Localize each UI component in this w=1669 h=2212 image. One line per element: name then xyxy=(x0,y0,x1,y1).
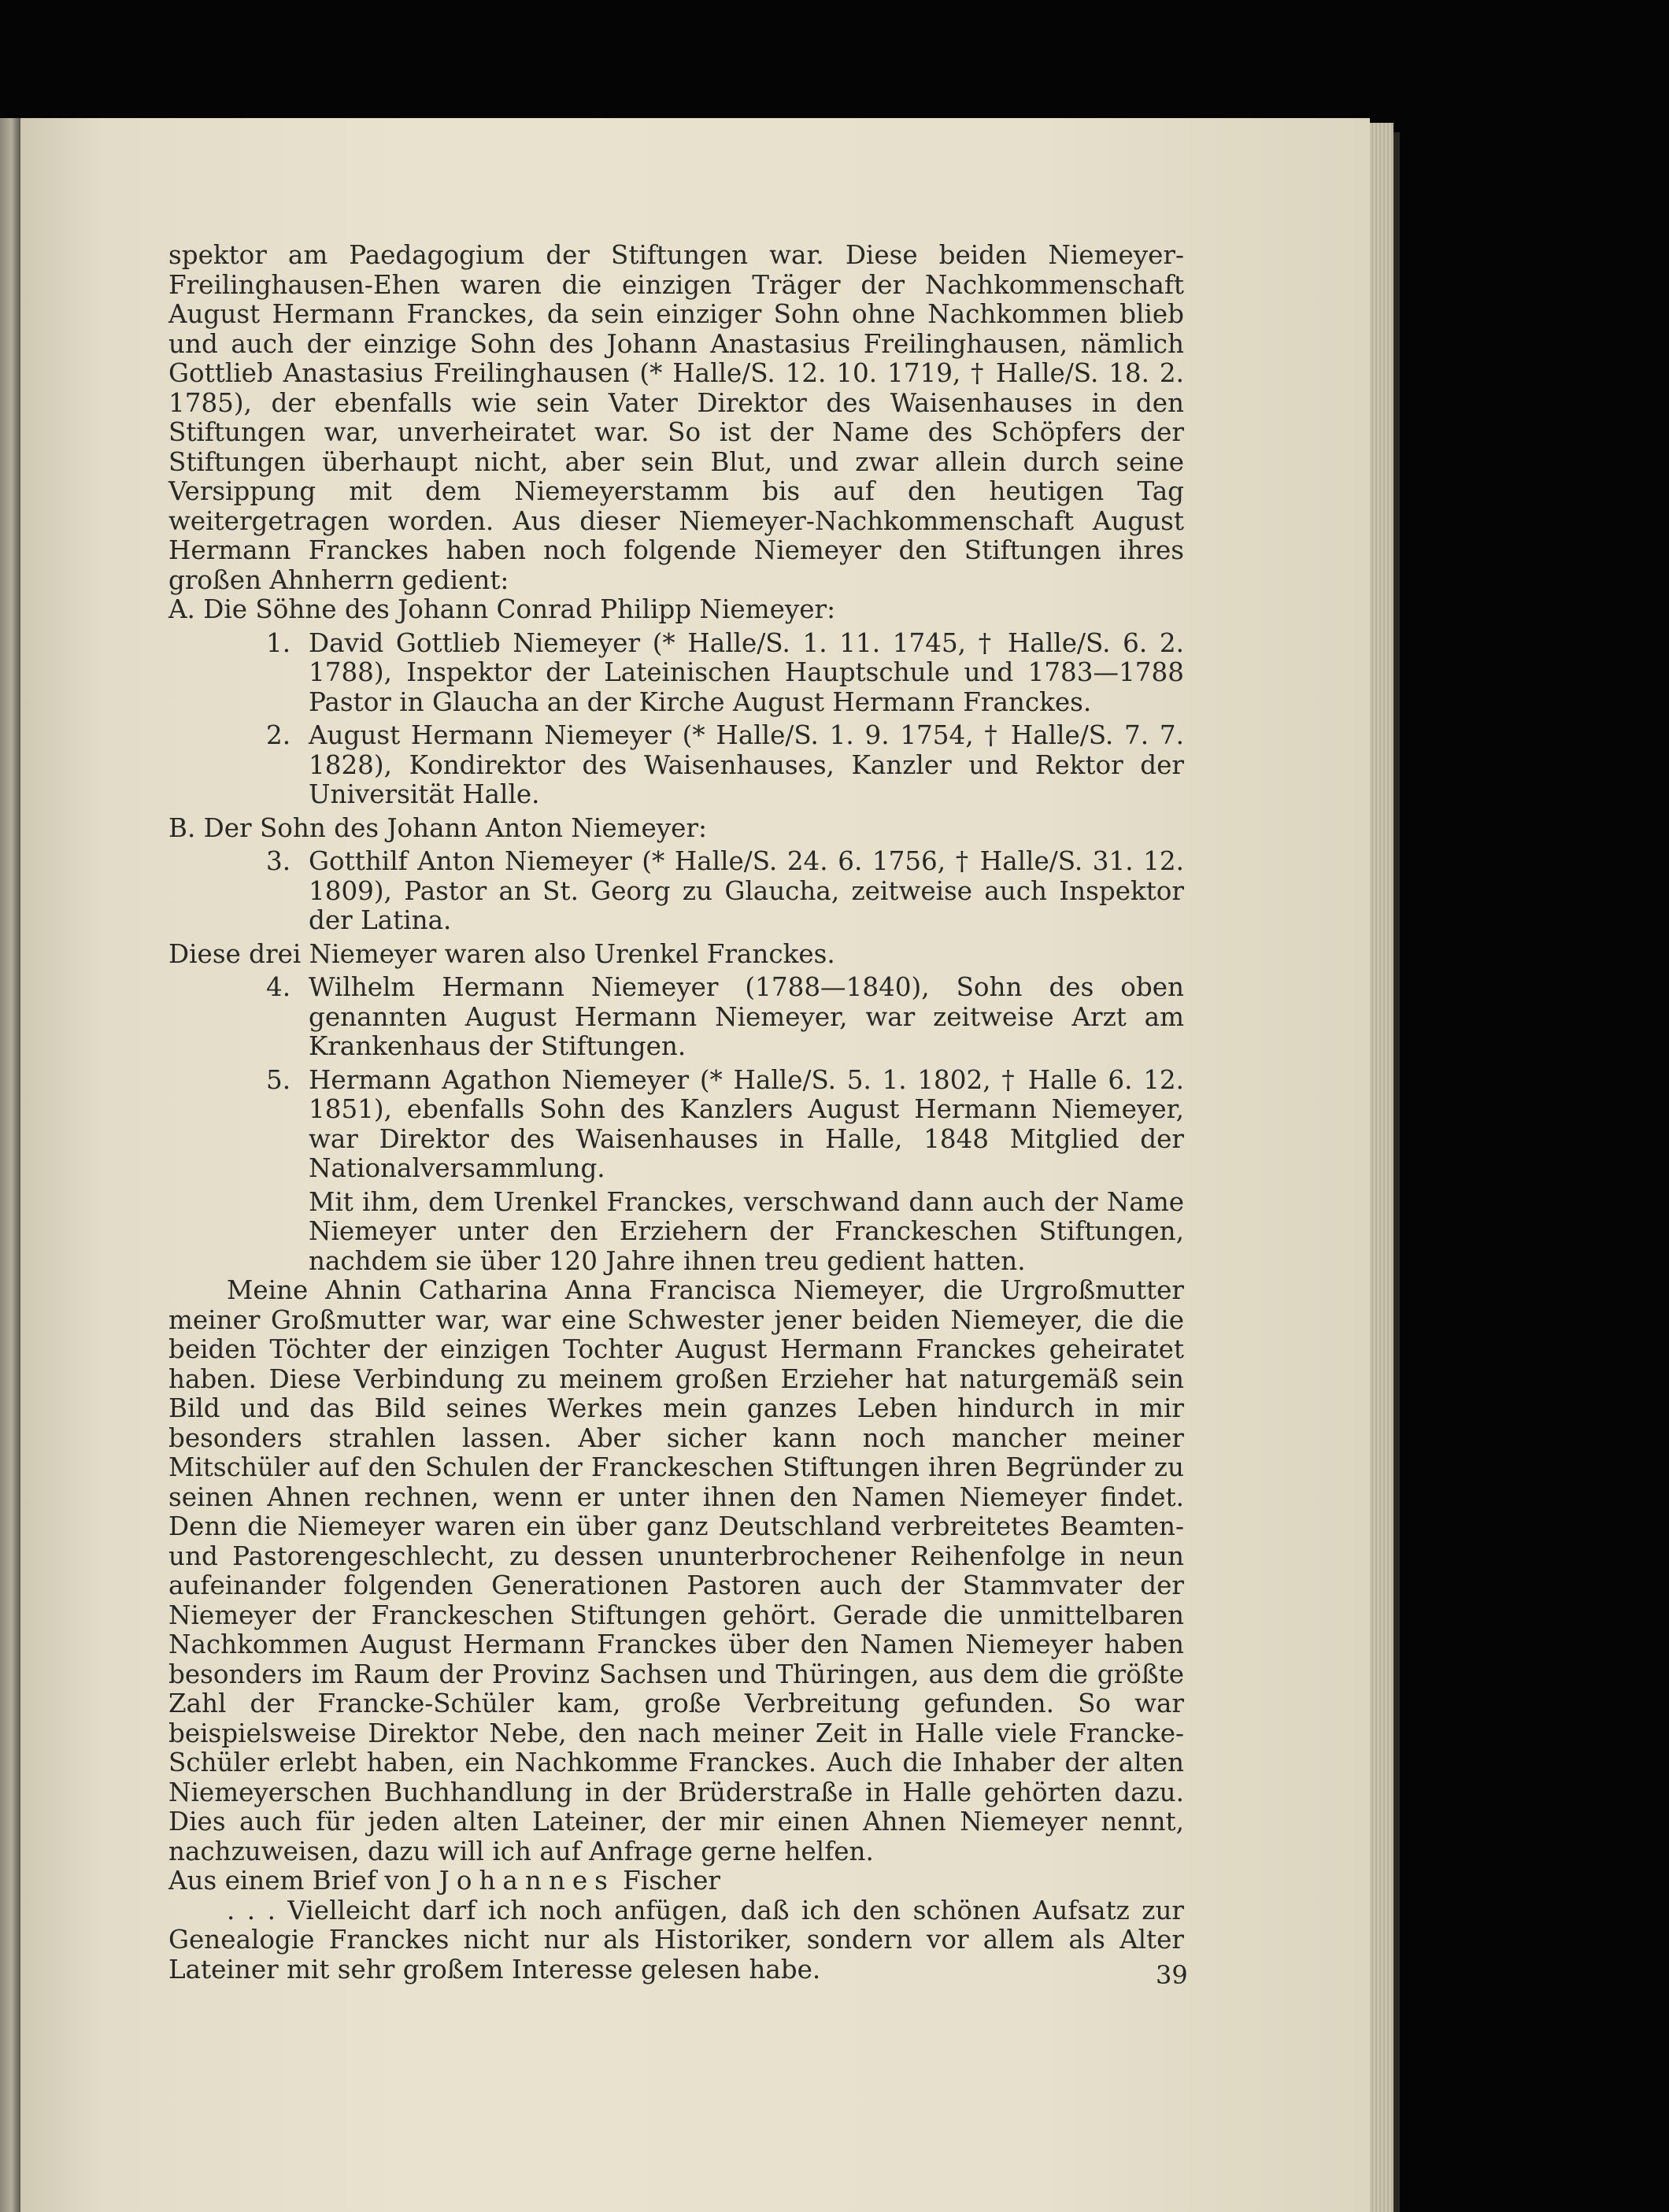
list-item xyxy=(168,973,1184,1062)
list-number: 3. xyxy=(266,846,291,876)
section-c-list xyxy=(168,973,1184,1184)
section-a-heading: A. Die Söhne des Johann Conrad Philipp Niemeyer: xyxy=(168,594,836,624)
letter-heading-last-name: Fischer xyxy=(614,1866,721,1896)
list-text: Wilhelm Hermann Niemeyer (1788—1840), Sohn des oben genannten August Hermann Niemeyer, war zeitweise Arzt am Krankenhaus der Stiftungen. xyxy=(309,972,1184,1061)
paragraph-intro: spektor am Paedagogium der Stiftungen war. Diese beiden Niemeyer-Freilinghausen-Ehen waren die einzigen Träger der Nachkommenschaft August Hermann Franckes, da sein einziger Sohn ohne Nachkommen blieb und auch der einzige Sohn des Johann Anastasius Freilinghausen, nämlich Gottlieb Anastasius Freilinghausen (* Halle/S. 12. 10. 1719, † Halle/S. 18. 2. 1785), der ebenfalls wie sein Vater Direktor des Waisenhauses in den Stiftungen war, unverheiratet war. So ist der Name des Schöpfers der Stiftungen überhaupt nicht, aber sein Blut, und zwar allein durch seine Versippung mit dem Niemeyerstamm bis auf den heutigen Tag weitergetragen worden. Aus dieser Niemeyer-Nachkommenschaft August Hermann Franckes haben noch folgende Niemeyer den Stiftungen ihres großen Ahnherrn gedient: xyxy=(168,240,1184,595)
list-number: 5. xyxy=(266,1064,291,1095)
list-item xyxy=(168,1066,1184,1184)
paragraph-main: Meine Ahnin Catharina Anna Francisca Niemeyer, die Urgroßmutter meiner Großmutter war, war eine Schwester jener beiden Niemeyer, die die beiden Töchter der einzigen Tochter August Hermann Franckes geheiratet haben. Diese Verbindung zu meinem großen Erzieher hat naturgemäß sein Bild und das Bild seines Werkes mein ganzes Leben hindurch in mir besonders strahlen lassen. Aber sicher kann noch mancher meiner Mitschüler auf den Schulen der Franckeschen Stiftungen ihren Begründer zu seinen Ahnen rechnen, wenn er unter ihnen den Namen Niemeyer findet. Denn die Niemeyer waren ein über ganz Deutschland verbreitetes Beamten- und Pastorengeschlecht, zu dessen ununterbrochener Reihenfolge in neun aufeinander folgenden Generationen Pastoren auch der Stammvater der Niemeyer der Franckeschen Stiftungen gehört. Gerade die unmittelbaren Nachkommen August Hermann Franckes über den Namen Niemeyer haben besonders im Raum der Provinz Sachsen und Thüringen, aus dem die größte Zahl der Francke-Schüler kam, große Verbreitung gefunden. So war beispielsweise Direktor Nebe, den nach meiner Zeit in Halle viele Francke-Schüler erlebt haben, ein Nachkomme Franckes. Auch die Inhaber der alten Niemeyerschen Buchhandlung in der Brüderstraße in Halle gehörten dazu. Dies auch für jeden alten Lateiner, der mir einen Ahnen Niemeyer nennt, nachzuweisen, dazu will ich auf Anfrage gerne helfen. xyxy=(168,1275,1184,1866)
previous-page-edge xyxy=(0,118,20,2212)
item5-note: Mit ihm, dem Urenkel Franckes, verschwand dann auch der Name Niemeyer unter den Erziehern der Franckeschen Stiftungen, nachdem sie über 120 Jahre ihnen treu gedient hatten. xyxy=(309,1186,1184,1276)
interlude-line: Diese drei Niemeyer waren also Urenkel Franckes. xyxy=(168,938,835,969)
page-stack-shadow xyxy=(1393,132,1400,2212)
section-a-list xyxy=(168,629,1184,810)
list-text: August Hermann Niemeyer (* Halle/S. 1. 9. 1754, † Halle/S. 7. 7. 1828), Kondirektor des Waisenhauses, Kanzler und Rektor der Universität Halle. xyxy=(309,720,1184,809)
list-item xyxy=(168,847,1184,936)
list-item xyxy=(168,629,1184,718)
letter-heading-first-name: Johannes xyxy=(439,1866,615,1896)
page-stack-edge xyxy=(1370,123,1393,2212)
list-number: 1. xyxy=(266,627,291,658)
section-b-list xyxy=(168,847,1184,936)
list-text: Gotthilf Anton Niemeyer (* Halle/S. 24. 6. 1756, † Halle/S. 31. 12. 1809), Pastor an St. Georg zu Glaucha, zeitweise auch Inspektor der Latina. xyxy=(309,846,1184,935)
letter-heading xyxy=(168,1866,1184,1896)
page-number: 39 xyxy=(1156,1960,1188,1990)
section-b-heading: B. Der Sohn des Johann Anton Niemeyer: xyxy=(168,812,707,843)
letter-heading-prefix: Aus einem Brief von xyxy=(168,1866,439,1896)
list-text: Hermann Agathon Niemeyer (* Halle/S. 5. 1. 1802, † Halle 6. 12. 1851), ebenfalls Sohn des Kanzlers August Hermann Niemeyer, war Direktor des Waisenhauses in Halle, 1848 Mitglied der Nationalversammlung. xyxy=(309,1064,1184,1183)
list-number: 4. xyxy=(266,972,291,1002)
page-text xyxy=(168,241,1184,1985)
list-number: 2. xyxy=(266,720,291,750)
letter-text: . . . Vielleicht darf ich noch anfügen, daß ich den schönen Aufsatz zur Genealogie Franckes nicht nur als Historiker, sondern vor allem als Alter Lateiner mit sehr großem Interesse gelesen habe. xyxy=(168,1895,1184,1985)
list-text: David Gottlieb Niemeyer (* Halle/S. 1. 11. 1745, † Halle/S. 6. 2. 1788), Inspektor der Lateinischen Hauptschule und 1783—1788 Pastor in Glaucha an der Kirche August Hermann Franckes. xyxy=(309,627,1184,717)
list-item xyxy=(168,721,1184,810)
